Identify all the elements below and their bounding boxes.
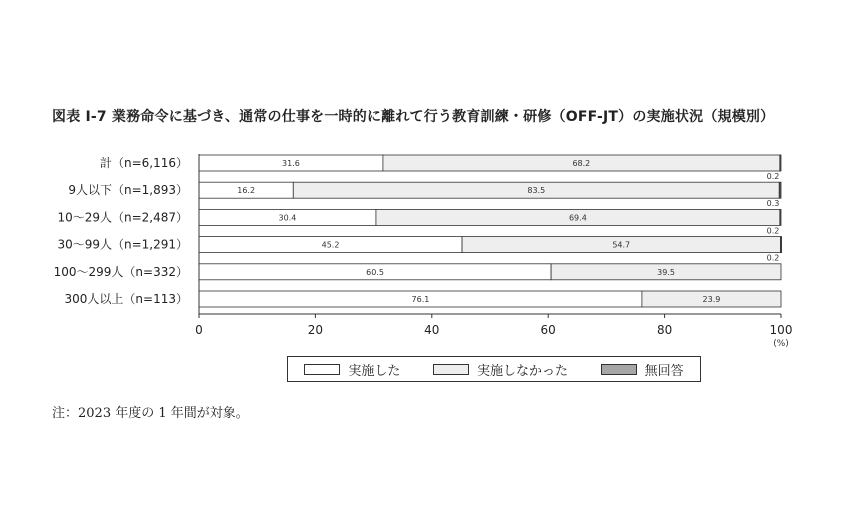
category-label: 100～299人（n=332） — [53, 264, 188, 279]
x-tick-label: 100 — [769, 323, 793, 337]
x-tick-label: 80 — [656, 323, 673, 337]
category-label: 計（n=6,116） — [99, 156, 188, 170]
x-tick-label: 20 — [307, 323, 324, 337]
data-label: 69.4 — [568, 213, 587, 223]
data-label: 31.6 — [282, 159, 300, 168]
data-label: 83.5 — [527, 186, 546, 196]
data-label: 0.2 — [766, 226, 780, 236]
category-label: 30～99人（n=1,291） — [57, 237, 188, 252]
x-unit-label: (%) — [773, 339, 789, 349]
legend-swatch-implemented — [304, 364, 340, 375]
data-label: 23.9 — [702, 295, 721, 304]
data-label: 76.1 — [411, 295, 430, 304]
data-label: 68.2 — [572, 159, 591, 168]
category-label: 10～29人（n=2,487） — [57, 210, 188, 225]
legend-item-no-answer — [601, 360, 684, 379]
data-label: 0.2 — [766, 172, 780, 181]
category-label: 300人以上（n=113） — [64, 292, 188, 306]
bar-segment-no-answer — [780, 209, 781, 225]
category-label: 9人以下（n=1,893） — [68, 183, 188, 198]
data-label: 60.5 — [366, 267, 384, 277]
x-tick-label: 40 — [424, 323, 440, 337]
bar-segment-no-answer — [780, 155, 781, 171]
chart-title: 図表 Ⅰ-7 業務命令に基づき、通常の仕事を一時的に離れて行う教育訓練・研修（OFF-JT）の実施状況（規模別） — [52, 109, 775, 125]
data-label: 0.2 — [766, 253, 780, 263]
legend-label-no-answer: 無回答 — [644, 363, 684, 379]
bar-segment-no-answer — [779, 182, 781, 198]
data-label: 39.5 — [657, 267, 675, 277]
legend-swatch-no-answer — [601, 364, 637, 375]
data-label: 45.2 — [321, 240, 340, 250]
legend-label-not-implemented: 実施しなかった — [476, 363, 568, 379]
x-tick-label: 60 — [540, 323, 556, 337]
legend-label-implemented: 実施した — [348, 363, 401, 379]
legend-swatch-not-implemented — [433, 364, 469, 375]
legend-item-not-implemented — [433, 360, 568, 379]
footnote: 注：2023 年度の 1 年間が対象。 — [52, 406, 249, 421]
bar-segment-no-answer — [780, 237, 781, 253]
data-label: 30.4 — [278, 213, 297, 223]
data-label: 0.3 — [766, 199, 780, 209]
x-tick-label: 0 — [195, 323, 203, 337]
legend-item-implemented — [304, 360, 400, 379]
data-label: 16.2 — [237, 186, 256, 196]
data-label: 54.7 — [612, 240, 631, 250]
chart-legend — [287, 356, 701, 382]
